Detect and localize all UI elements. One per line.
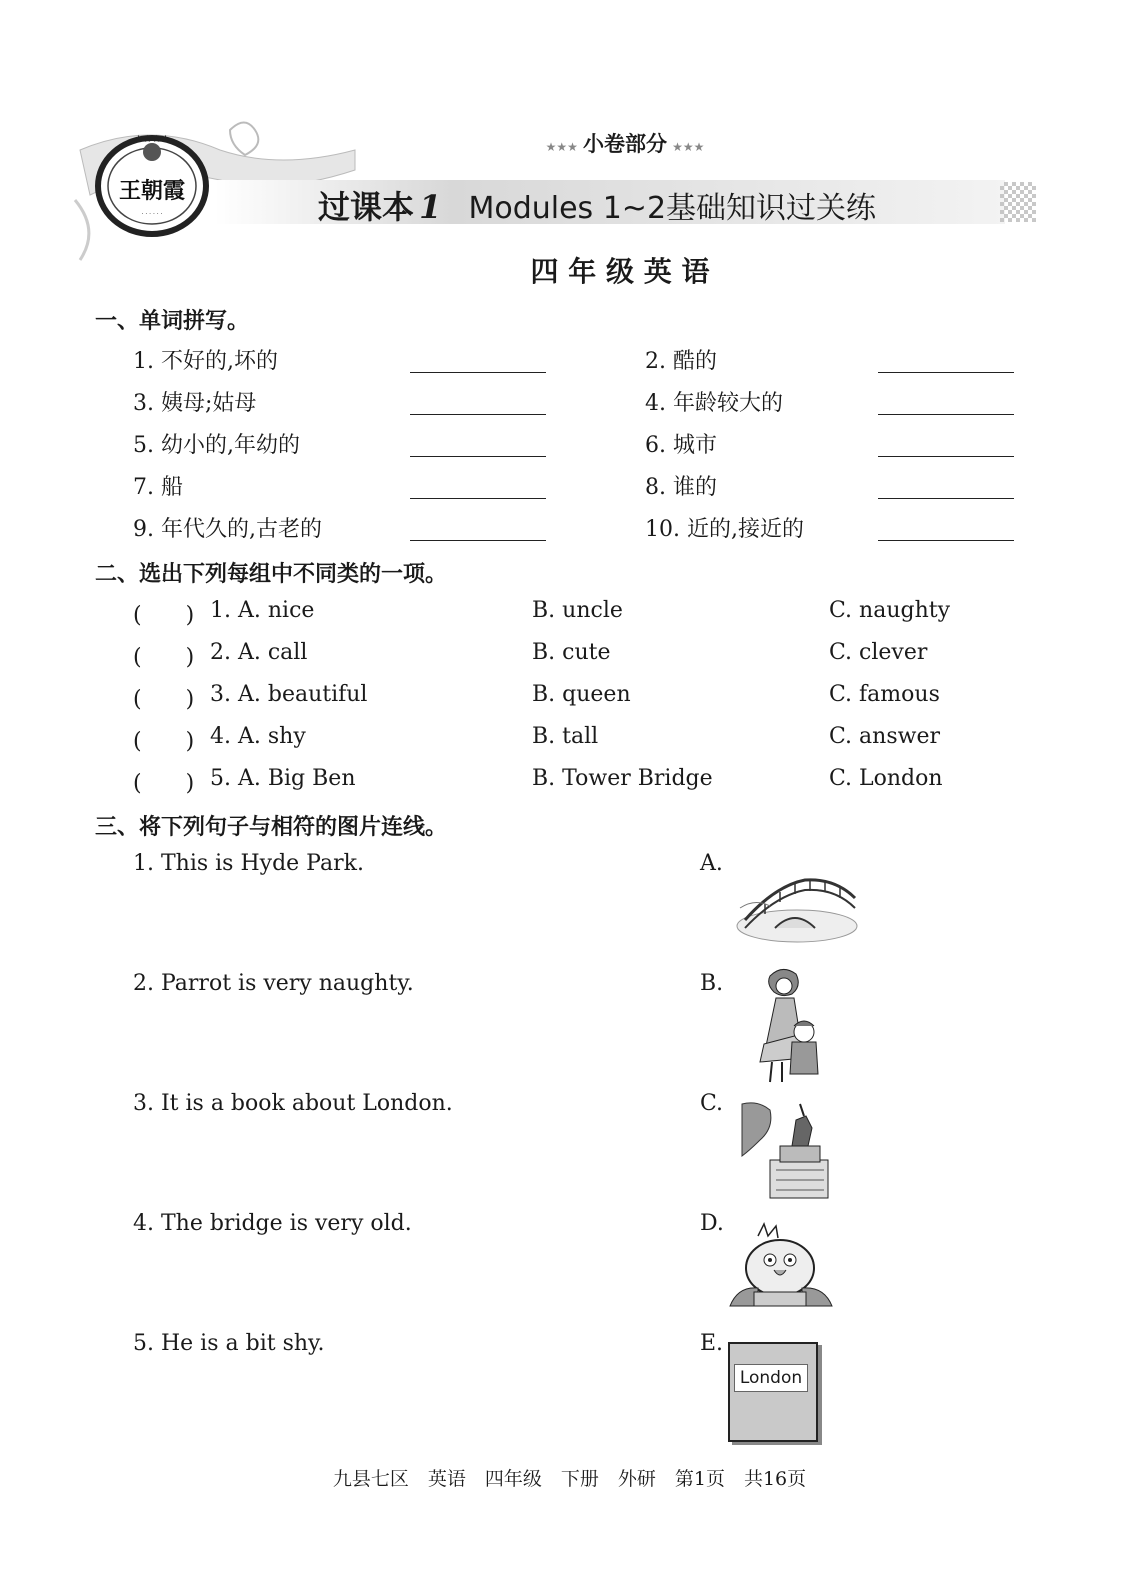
s1-item-5: 5. 幼小的,年幼的 (133, 433, 300, 458)
stars-left: ★★★ (545, 140, 578, 154)
s3-letter-a: A. (700, 851, 723, 876)
s2-q4-b: B. tall (532, 724, 599, 749)
section2-heading: 二、选出下列每组中不同类的一项。 (95, 562, 448, 587)
s1-item-4: 4. 年龄较大的 (645, 391, 783, 416)
s2-q5-c: C. London (829, 766, 943, 791)
s1-item-7: 7. 船 (133, 475, 183, 500)
s2-answer-5[interactable]: ( ) (133, 771, 195, 796)
page-title: 过课本 1 Modules 1~2基础知识过关练 (318, 188, 877, 226)
page-footer: 九县七区 英语 四年级 下册 外研 第1页 共16页 (332, 1468, 807, 1490)
london-book-picture[interactable] (728, 1342, 820, 1442)
s1-item-3: 3. 姨母;姑母 (133, 391, 257, 416)
svg-text:★★★★: ★★★★ (134, 134, 170, 145)
s1-item-1: 1. 不好的,坏的 (133, 349, 278, 374)
s3-letter-c: C. (700, 1091, 724, 1116)
book-cover (728, 1342, 818, 1442)
section1-heading: 一、单词拼写。 (95, 309, 250, 334)
banner-text: 小卷部分 (583, 132, 667, 156)
s2-q3-b: B. queen (532, 682, 631, 707)
s1-item-10: 10. 近的,接近的 (645, 517, 804, 542)
s1-item-9: 9. 年代久的,古老的 (133, 517, 322, 542)
title-band-pattern (1000, 182, 1036, 222)
stars-right: ★★★ (672, 140, 705, 154)
s3-sentence-3[interactable]: 3. It is a book about London. (133, 1091, 453, 1116)
s1-blank-1[interactable] (410, 372, 546, 373)
s1-blank-5[interactable] (410, 456, 546, 457)
s1-blank-8[interactable] (878, 498, 1014, 499)
subtitle: 四 年 级 英 语 (530, 255, 710, 288)
bridge-picture[interactable] (735, 868, 860, 944)
s3-sentence-4[interactable]: 4. The bridge is very old. (133, 1211, 412, 1236)
svg-text:王朝霞: 王朝霞 (118, 178, 186, 204)
s1-item-6: 6. 城市 (645, 433, 717, 458)
wangzhaoxia-logo (92, 128, 212, 238)
s2-q1-b: B. uncle (532, 598, 623, 623)
s1-blank-7[interactable] (410, 498, 546, 499)
s1-blank-2[interactable] (878, 372, 1014, 373)
book-label: London (734, 1364, 808, 1392)
section3-heading: 三、将下列句子与相符的图片连线。 (95, 815, 448, 840)
parrot-picture[interactable] (728, 1222, 834, 1308)
s3-letter-e: E. (700, 1331, 724, 1356)
s2-q2-b: B. cute (532, 640, 611, 665)
s3-sentence-2[interactable]: 2. Parrot is very naughty. (133, 971, 414, 996)
woman-and-child-picture[interactable] (752, 966, 824, 1084)
s2-q2-c: C. clever (829, 640, 928, 665)
s2-answer-3[interactable]: ( ) (133, 687, 195, 712)
s2-q1-c: C. naughty (829, 598, 951, 623)
statue-picture[interactable] (740, 1100, 832, 1202)
s2-q5-b: B. Tower Bridge (532, 766, 713, 791)
s2-q4-c: C. answer (829, 724, 940, 749)
s1-item-8: 8. 谁的 (645, 475, 717, 500)
s1-item-2: 2. 酷的 (645, 349, 717, 374)
s1-blank-10[interactable] (878, 540, 1014, 541)
s1-blank-3[interactable] (410, 414, 546, 415)
s3-sentence-1[interactable]: 1. This is Hyde Park. (133, 851, 364, 876)
s2-q3-a: 3. A. beautiful (210, 682, 368, 707)
s3-letter-d: D. (700, 1211, 724, 1236)
s1-blank-9[interactable] (410, 540, 546, 541)
s2-answer-4[interactable]: ( ) (133, 729, 195, 754)
s2-q2-a: 2. A. call (210, 640, 308, 665)
s3-letter-b: B. (700, 971, 724, 996)
s2-q5-a: 5. A. Big Ben (210, 766, 356, 791)
s2-q4-a: 4. A. shy (210, 724, 306, 749)
s3-sentence-5[interactable]: 5. He is a bit shy. (133, 1331, 325, 1356)
svg-text:· · · · · ·: · · · · · · (141, 211, 163, 218)
s2-answer-1[interactable]: ( ) (133, 603, 195, 628)
s2-q1-a: 1. A. nice (210, 598, 315, 623)
s1-blank-4[interactable] (878, 414, 1014, 415)
s2-q3-c: C. famous (829, 682, 940, 707)
s1-blank-6[interactable] (878, 456, 1014, 457)
s2-answer-2[interactable]: ( ) (133, 645, 195, 670)
banner-label (520, 128, 730, 158)
